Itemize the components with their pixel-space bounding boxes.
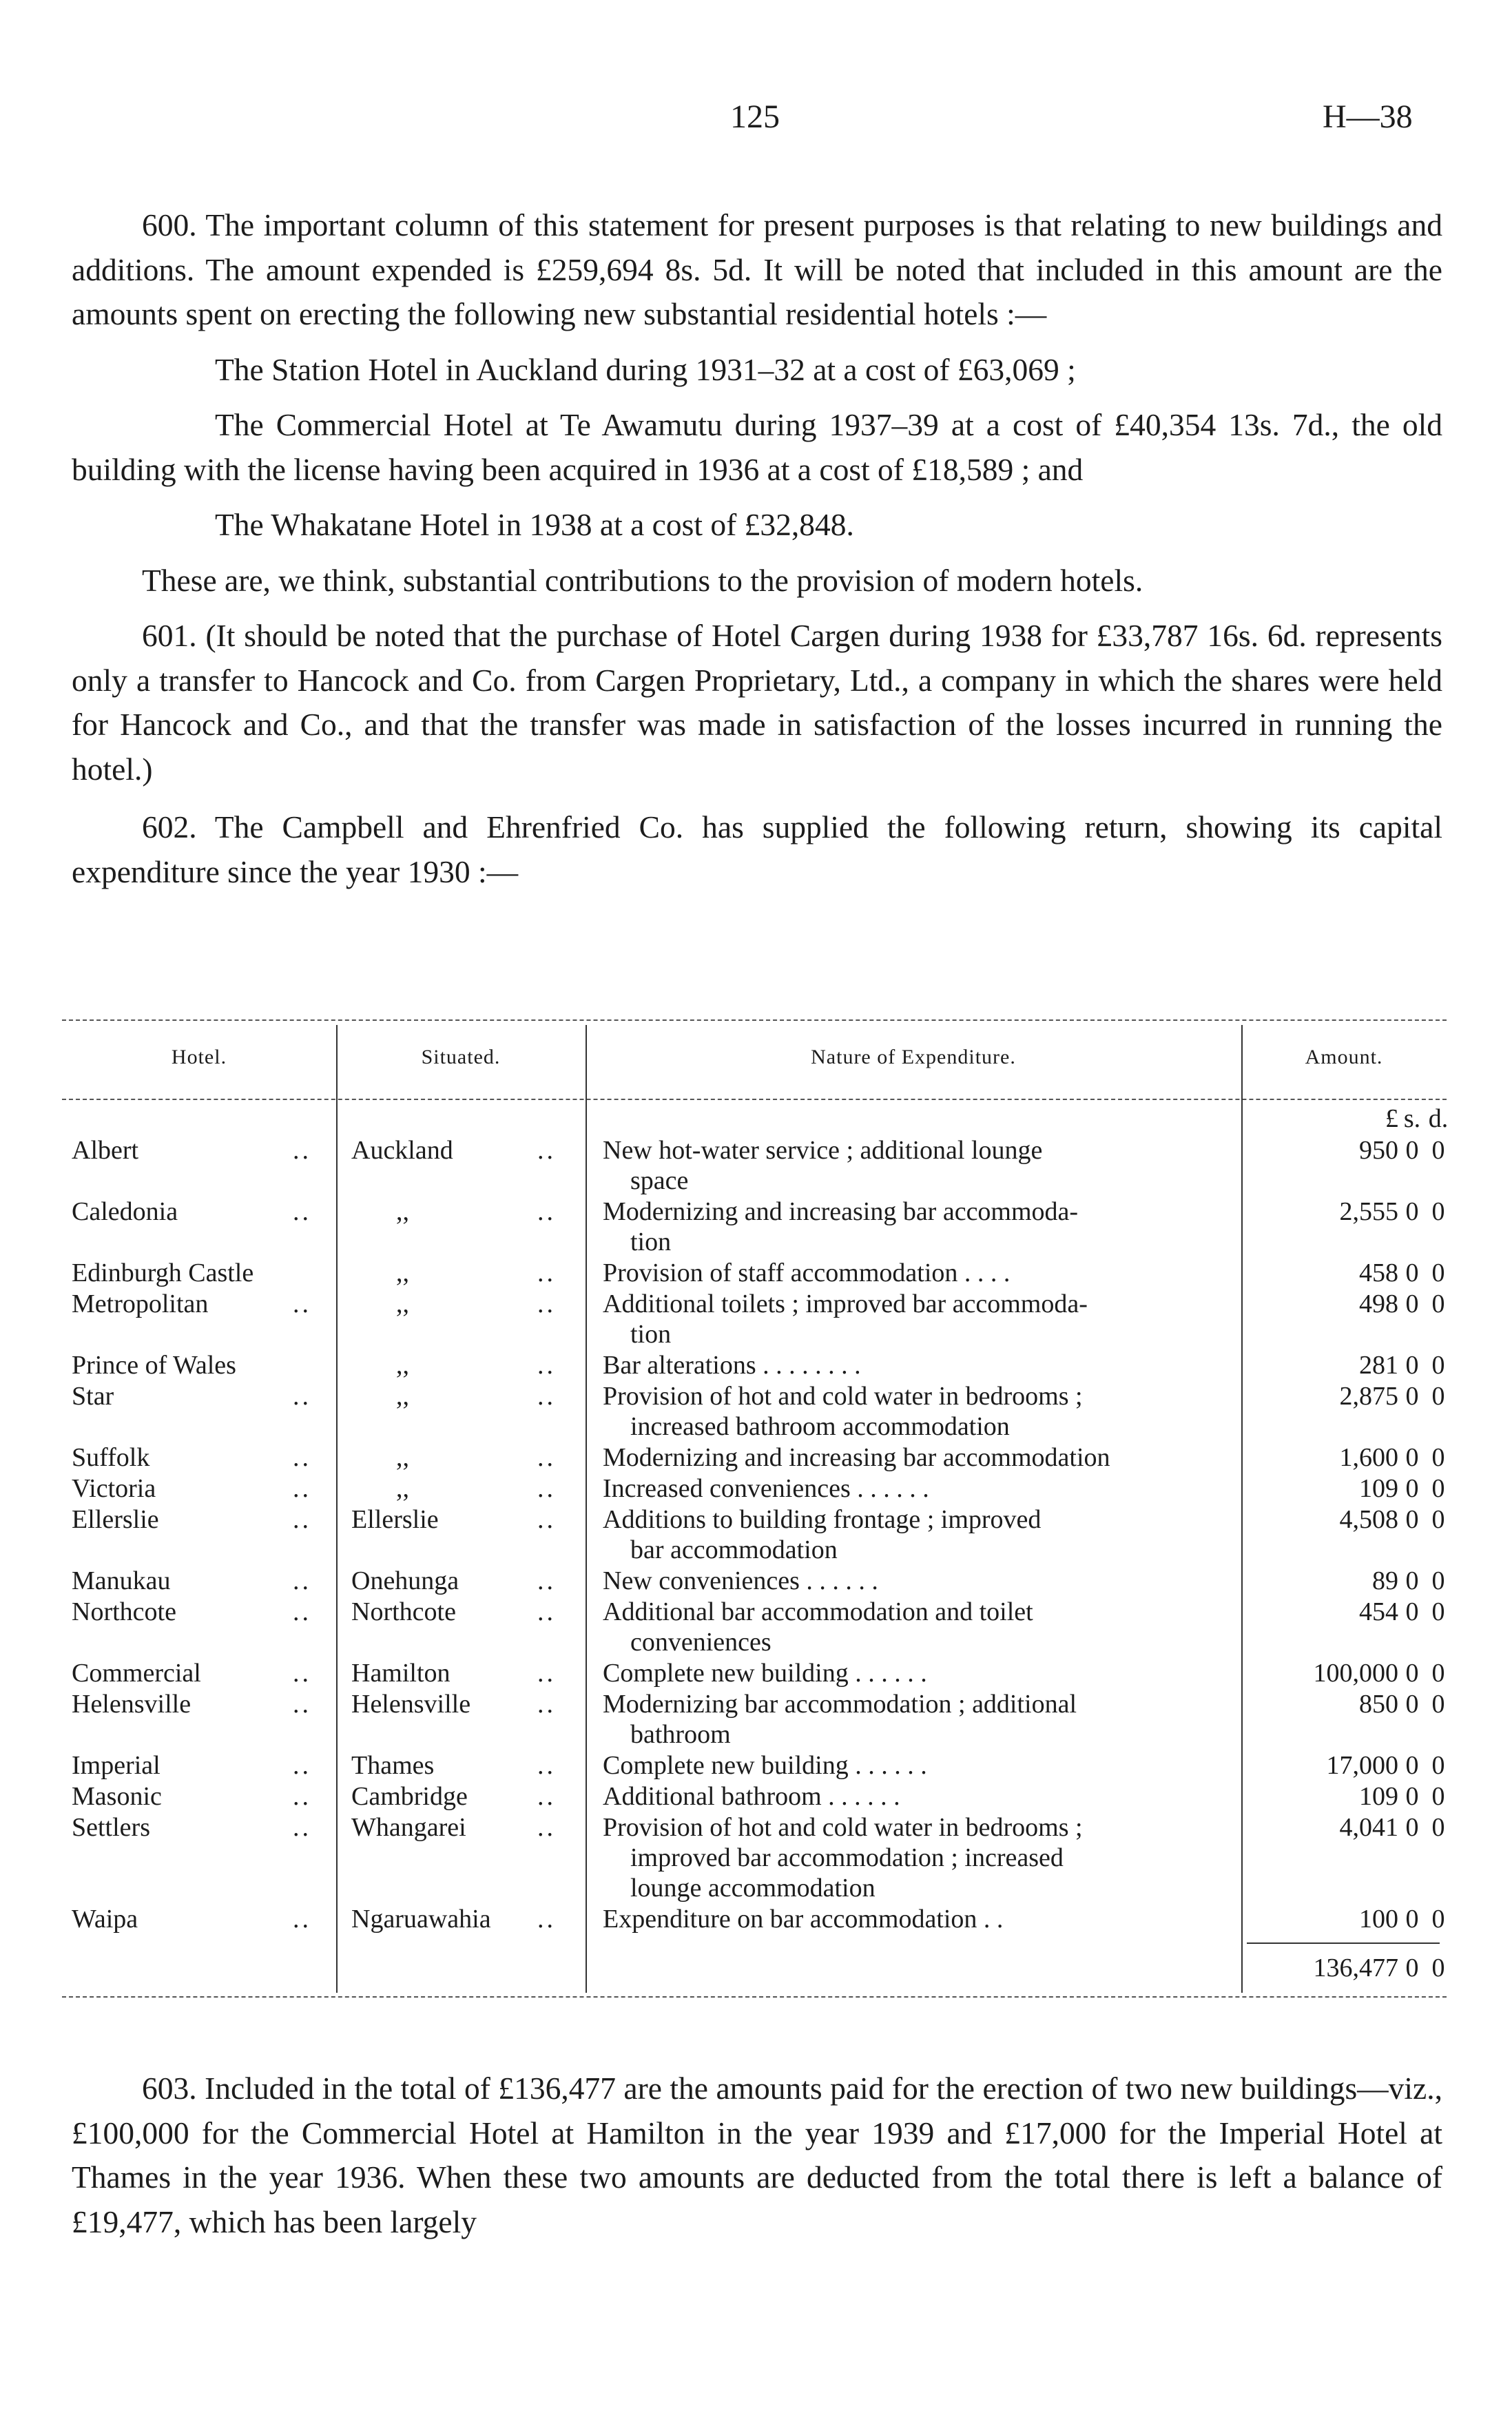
row-nature-line: lounge accommodation xyxy=(630,1874,876,1903)
row-situated-leader: .. xyxy=(537,1474,556,1503)
row-pence: 0 xyxy=(1431,1505,1445,1534)
row-pence: 0 xyxy=(1431,1659,1445,1688)
row-situated: Cambridge xyxy=(351,1782,468,1811)
row-situated-leader: .. xyxy=(537,1597,556,1626)
row-shillings: 0 xyxy=(1405,1751,1419,1780)
unit-pounds: £ xyxy=(1385,1104,1398,1133)
header-situated: Situated. xyxy=(421,1046,501,1068)
row-shillings: 0 xyxy=(1405,1690,1419,1719)
row-situated-leader: .. xyxy=(537,1136,556,1165)
row-pence: 0 xyxy=(1431,1382,1445,1411)
row-shillings: 0 xyxy=(1405,1905,1419,1934)
row-situated: ,, xyxy=(396,1197,409,1226)
row-situated-leader: .. xyxy=(537,1751,556,1780)
hotel-commercial-te-awamutu: The Commercial Hotel at Te Awamutu during 1937–39 at a cost of £40,354 13s. 7d., the old building with the license having been acquired in 1936 at a cost of £18,589 ; and xyxy=(72,407,1442,487)
row-amount: 89 xyxy=(1372,1566,1398,1595)
row-hotel: Northcote xyxy=(72,1597,176,1626)
row-amount: 109 xyxy=(1359,1782,1398,1811)
expenditure-table xyxy=(62,1019,1447,2001)
row-amount: 4,508 xyxy=(1339,1505,1398,1534)
row-pence: 0 xyxy=(1431,1813,1445,1842)
row-hotel-leader: .. xyxy=(293,1382,311,1411)
row-amount: 850 xyxy=(1359,1690,1398,1719)
column-divider xyxy=(1241,1025,1243,1993)
row-nature-line: bathroom xyxy=(630,1720,731,1749)
row-hotel-leader: .. xyxy=(293,1751,311,1780)
row-nature-line: increased bathroom accommodation xyxy=(630,1412,1010,1441)
row-shillings: 0 xyxy=(1405,1813,1419,1842)
row-situated: ,, xyxy=(396,1351,409,1380)
page-number: 125 xyxy=(730,99,780,135)
hotel-whakatane: The Whakatane Hotel in 1938 at a cost of £32,848. xyxy=(215,507,854,542)
row-amount: 281 xyxy=(1359,1351,1398,1380)
row-pence: 0 xyxy=(1431,1351,1445,1380)
row-nature-line: conveniences xyxy=(630,1628,771,1657)
row-nature-line: Complete new building . . . . . . xyxy=(603,1751,927,1780)
row-situated: Helensville xyxy=(351,1690,471,1719)
row-nature-line: Provision of hot and cold water in bedrooms ; xyxy=(603,1382,1083,1411)
row-situated: Auckland xyxy=(351,1136,453,1165)
row-hotel: Waipa xyxy=(72,1905,138,1934)
body-section-bottom xyxy=(72,2066,1442,2244)
row-situated-leader: .. xyxy=(537,1351,556,1380)
row-nature-line: improved bar accommodation ; increased xyxy=(630,1843,1064,1872)
row-hotel-leader: .. xyxy=(293,1690,311,1719)
row-situated-leader: .. xyxy=(537,1659,556,1688)
row-nature xyxy=(603,1473,1233,1504)
row-pence: 0 xyxy=(1431,1597,1445,1626)
row-nature-line: tion xyxy=(630,1320,672,1349)
paragraph-600: 600. The important column of this statement for present purposes is that relating to new buildings and additions. The amount expended is £259,694 8s. 5d. It will be noted that included in this amount are the amounts spent on erecting the following new substantial residential hotels :— xyxy=(72,207,1442,331)
row-amount: 2,875 xyxy=(1339,1382,1398,1411)
row-hotel: Commercial xyxy=(72,1659,201,1688)
row-situated-leader: .. xyxy=(537,1566,556,1595)
column-divider xyxy=(336,1025,338,1993)
row-pence: 0 xyxy=(1431,1136,1445,1165)
row-hotel: Manukau xyxy=(72,1566,171,1595)
body-section-top xyxy=(72,203,1442,894)
row-situated-leader: .. xyxy=(537,1690,556,1719)
table-header-rule xyxy=(62,1099,1447,1100)
row-situated-leader: .. xyxy=(537,1505,556,1534)
row-hotel: Masonic xyxy=(72,1782,162,1811)
row-amount: 458 xyxy=(1359,1258,1398,1287)
row-situated-leader: .. xyxy=(537,1813,556,1842)
header-amount: Amount. xyxy=(1305,1046,1383,1068)
row-situated-leader: .. xyxy=(537,1382,556,1411)
paragraph-603: 603. Included in the total of £136,477 are the amounts paid for the erection of two new buildings—viz., £100,000 for the Commercial Hotel at Hamilton in the year 1939 and £17,000 for the Imperial Hotel at Thames in the year 1936. When these two amounts are deducted from the total there is left a balance of £19,477, which has been largely xyxy=(72,2071,1442,2239)
row-nature xyxy=(603,1258,1233,1288)
paragraph-602: 602. The Campbell and Ehrenfried Co. has supplied the following return, showing its capital expenditure since the year 1930 :— xyxy=(72,809,1442,889)
row-shillings: 0 xyxy=(1405,1258,1419,1287)
row-situated-leader: .. xyxy=(537,1197,556,1226)
row-nature-line: Modernizing and increasing bar accommodation xyxy=(603,1443,1110,1472)
row-shillings: 0 xyxy=(1405,1443,1419,1472)
row-situated-leader: .. xyxy=(537,1782,556,1811)
row-amount: 109 xyxy=(1359,1474,1398,1503)
row-nature-line: Additions to building frontage ; improved xyxy=(603,1505,1042,1534)
row-nature xyxy=(603,1781,1233,1812)
row-nature xyxy=(603,1504,1233,1565)
row-nature-line: Additional toilets ; improved bar accommoda- xyxy=(603,1289,1088,1318)
row-hotel-leader: .. xyxy=(293,1197,311,1226)
total-shillings: 0 xyxy=(1405,1954,1419,1982)
row-nature-line: space xyxy=(630,1166,689,1195)
row-hotel-leader: .. xyxy=(293,1782,311,1811)
row-hotel: Caledonia xyxy=(72,1197,178,1226)
row-amount: 17,000 xyxy=(1326,1751,1398,1780)
row-hotel-leader: .. xyxy=(293,1289,311,1318)
column-divider xyxy=(586,1025,587,1993)
row-amount: 100,000 xyxy=(1313,1659,1398,1688)
row-nature xyxy=(603,1658,1233,1688)
row-shillings: 0 xyxy=(1405,1566,1419,1595)
row-hotel: Helensville xyxy=(72,1690,191,1719)
row-amount: 950 xyxy=(1359,1136,1398,1165)
row-nature xyxy=(603,1289,1233,1349)
row-hotel: Star xyxy=(72,1382,114,1411)
row-hotel: Suffolk xyxy=(72,1443,150,1472)
row-hotel: Prince of Wales xyxy=(72,1351,236,1380)
row-amount: 1,600 xyxy=(1339,1443,1398,1472)
row-hotel: Ellerslie xyxy=(72,1505,159,1534)
row-situated: ,, xyxy=(396,1382,409,1411)
row-situated: ,, xyxy=(396,1443,409,1472)
hotel-station: The Station Hotel in Auckland during 1931–32 at a cost of £63,069 ; xyxy=(215,351,1076,387)
row-situated-leader: .. xyxy=(537,1258,556,1287)
row-hotel-leader: .. xyxy=(293,1474,311,1503)
row-nature-line: Modernizing and increasing bar accommoda- xyxy=(603,1197,1079,1226)
header-hotel: Hotel. xyxy=(171,1046,227,1068)
table-top-rule xyxy=(62,1019,1447,1021)
row-situated: Hamilton xyxy=(351,1659,451,1688)
unit-pence: d. xyxy=(1428,1104,1449,1133)
row-situated: Ellerslie xyxy=(351,1505,439,1534)
row-nature-line: Expenditure on bar accommodation . . xyxy=(603,1905,1004,1934)
row-hotel: Settlers xyxy=(72,1813,150,1842)
row-hotel: Edinburgh Castle xyxy=(72,1258,254,1287)
row-nature-line: New hot-water service ; additional lounge xyxy=(603,1136,1043,1165)
row-shillings: 0 xyxy=(1405,1597,1419,1626)
row-shillings: 0 xyxy=(1405,1351,1419,1380)
row-pence: 0 xyxy=(1431,1197,1445,1226)
row-pence: 0 xyxy=(1431,1289,1445,1318)
row-nature-line: Provision of staff accommodation . . . . xyxy=(603,1258,1011,1287)
row-pence: 0 xyxy=(1431,1443,1445,1472)
row-nature xyxy=(603,1904,1233,1934)
total-rule xyxy=(1247,1942,1440,1944)
row-hotel: Metropolitan xyxy=(72,1289,209,1318)
row-hotel-leader: .. xyxy=(293,1136,311,1165)
table-bottom-rule xyxy=(62,1996,1447,1998)
total-amount: 136,477 xyxy=(1313,1954,1398,1982)
row-nature xyxy=(603,1812,1233,1903)
row-hotel: Victoria xyxy=(72,1474,156,1503)
row-situated-leader: .. xyxy=(537,1289,556,1318)
row-shillings: 0 xyxy=(1405,1382,1419,1411)
row-situated: ,, xyxy=(396,1258,409,1287)
row-nature-line: Modernizing bar accommodation ; additional xyxy=(603,1690,1077,1719)
total-pence: 0 xyxy=(1431,1954,1445,1982)
row-amount: 454 xyxy=(1359,1597,1398,1626)
row-shillings: 0 xyxy=(1405,1782,1419,1811)
row-hotel: Albert xyxy=(72,1136,139,1165)
row-shillings: 0 xyxy=(1405,1136,1419,1165)
header-nature: Nature of Expenditure. xyxy=(811,1046,1016,1068)
row-hotel-leader: .. xyxy=(293,1659,311,1688)
row-pence: 0 xyxy=(1431,1905,1445,1934)
row-nature-line: Increased conveniences . . . . . . xyxy=(603,1474,929,1503)
row-hotel-leader: .. xyxy=(293,1443,311,1472)
row-nature xyxy=(603,1381,1233,1442)
row-hotel-leader: .. xyxy=(293,1505,311,1534)
row-nature-line: tion xyxy=(630,1227,672,1256)
row-pence: 0 xyxy=(1431,1782,1445,1811)
row-nature-line: bar accommodation xyxy=(630,1535,838,1564)
row-pence: 0 xyxy=(1431,1258,1445,1287)
row-situated: Ngaruawahia xyxy=(351,1905,491,1934)
row-nature xyxy=(603,1196,1233,1257)
row-situated: ,, xyxy=(396,1474,409,1503)
row-amount: 2,555 xyxy=(1339,1197,1398,1226)
row-pence: 0 xyxy=(1431,1751,1445,1780)
row-situated: ,, xyxy=(396,1289,409,1318)
row-hotel-leader: .. xyxy=(293,1905,311,1934)
page-reference: H—38 xyxy=(1323,99,1413,135)
row-shillings: 0 xyxy=(1405,1197,1419,1226)
row-situated: Thames xyxy=(351,1751,435,1780)
row-amount: 4,041 xyxy=(1339,1813,1398,1842)
row-situated: Onehunga xyxy=(351,1566,459,1595)
row-nature-line: Complete new building . . . . . . xyxy=(603,1659,927,1688)
row-shillings: 0 xyxy=(1405,1289,1419,1318)
paragraph-601: 601. (It should be noted that the purchase of Hotel Cargen during 1938 for £33,787 16s. 6d. represents only a transfer to Hancock and Co. from Cargen Proprietary, Ltd., a company in which the shares were held for Hancock and Co., and that the transfer was made in satisfaction of the losses incurred in running the hotel.) xyxy=(72,618,1442,787)
row-shillings: 0 xyxy=(1405,1505,1419,1534)
row-nature xyxy=(603,1597,1233,1657)
row-nature xyxy=(603,1566,1233,1596)
row-nature-line: Provision of hot and cold water in bedrooms ; xyxy=(603,1813,1083,1842)
row-nature-line: New conveniences . . . . . . xyxy=(603,1566,878,1595)
row-situated-leader: .. xyxy=(537,1905,556,1934)
row-hotel-leader: .. xyxy=(293,1813,311,1842)
row-nature-line: Additional bar accommodation and toilet xyxy=(603,1597,1033,1626)
row-pence: 0 xyxy=(1431,1474,1445,1503)
unit-shillings: s. xyxy=(1403,1104,1421,1133)
paragraph-conclusion: These are, we think, substantial contributions to the provision of modern hotels. xyxy=(142,562,1143,598)
row-hotel: Imperial xyxy=(72,1751,160,1780)
row-amount: 100 xyxy=(1359,1905,1398,1934)
row-nature xyxy=(603,1442,1233,1473)
row-hotel-leader: .. xyxy=(293,1597,311,1626)
row-situated: Northcote xyxy=(351,1597,456,1626)
row-nature xyxy=(603,1350,1233,1380)
row-pence: 0 xyxy=(1431,1566,1445,1595)
row-situated: Whangarei xyxy=(351,1813,466,1842)
row-nature xyxy=(603,1689,1233,1750)
row-pence: 0 xyxy=(1431,1690,1445,1719)
row-shillings: 0 xyxy=(1405,1659,1419,1688)
row-nature-line: Bar alterations . . . . . . . . xyxy=(603,1351,861,1380)
row-amount: 498 xyxy=(1359,1289,1398,1318)
row-situated-leader: .. xyxy=(537,1443,556,1472)
row-nature-line: Additional bathroom . . . . . . xyxy=(603,1782,900,1811)
row-nature xyxy=(603,1750,1233,1781)
row-shillings: 0 xyxy=(1405,1474,1419,1503)
row-nature xyxy=(603,1135,1233,1196)
row-hotel-leader: .. xyxy=(293,1566,311,1595)
